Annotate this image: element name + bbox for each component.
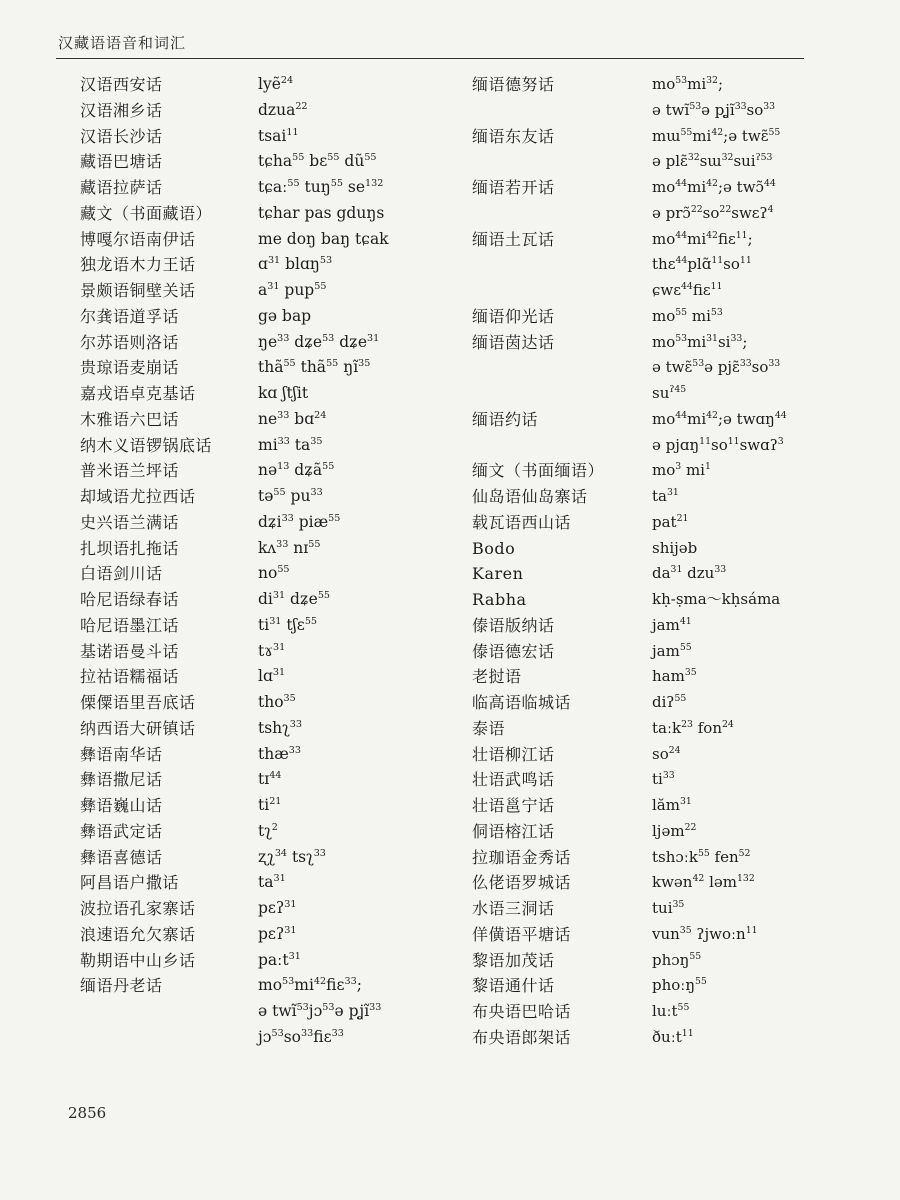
col4-entry: $mo^3$ $mi^1$ — [652, 461, 711, 480]
col1-entry: 汉语长沙话 — [80, 126, 163, 146]
column-4-transcriptions — [652, 72, 897, 1051]
col2-entry: ɑ$^{31}$ blɑŋ$^{53}$ — [258, 255, 333, 274]
col4-entry: $mo^{44}mi^{42}fiɛ^{11}$; — [652, 229, 753, 248]
col2-entry: $no^{55}$ — [258, 564, 290, 583]
col2-entry: tɕhar pas gduŋs — [258, 203, 385, 222]
col1-entry: 哈尼语绿春话 — [80, 590, 180, 609]
col2-entry: thã$^{55}$ thã$^{55}$ $ŋĩ^{35}$ — [258, 358, 371, 377]
col3-entry — [472, 252, 642, 278]
col4-entry: $mɯ^{55}mi^{42};ə$ twɛ̃$^{55}$ — [652, 126, 781, 145]
col4-entry: ɕwɛ$^{44}$fiɛ$^{11}$ — [652, 281, 723, 299]
col4-entry: $so^{24}$ — [652, 744, 681, 763]
col3-entry: 黎语加茂话 — [472, 950, 555, 970]
col2-entry: $mi^{33}$ $ta^{35}$ — [258, 435, 323, 454]
col2-entry: gə bap — [258, 306, 312, 325]
col2-entry: thæ$^{33}$ — [258, 744, 301, 763]
col3-entry: 傣语版纳话 — [472, 615, 555, 635]
col2-entry: tə$^{55}$ $pu^{33}$ — [258, 486, 323, 505]
col3-entry: 傣语德宏话 — [472, 641, 555, 661]
col2-entry: tɤ$^{31}$ — [258, 641, 286, 660]
col3-entry: 缅文（书面缅语） — [472, 461, 605, 481]
col4-entry: taːk$^{23}$ fon$^{24}$ — [652, 718, 734, 737]
col2-entry: tɪ$^{44}$ — [258, 770, 282, 789]
column-2-transcriptions — [258, 72, 463, 1051]
col1-entry: 却域语尤拉西话 — [80, 487, 196, 506]
col1-entry: 藏语巴塘话 — [80, 152, 163, 172]
col1-entry: 藏语拉萨话 — [80, 178, 163, 197]
col3-entry: 缅语茵达话 — [472, 332, 555, 352]
col2-entry: $mo^{53}mi^{42}fiɛ^{33}$; — [258, 976, 362, 995]
col2-entry: tho$^{35}$ — [258, 692, 296, 711]
col2-entry: $ne^{33}$ bɑ$^{24}$ — [258, 409, 327, 428]
col2-entry: dʑi$^{33}$ piæ$^{55}$ — [258, 512, 341, 531]
col3-entry — [472, 98, 642, 124]
col4-entry: phɔŋ$^{55}$ — [652, 950, 702, 969]
col3-entry: 泰语 — [472, 718, 506, 738]
col3-entry — [472, 149, 642, 175]
col1-entry: 彝语喜德话 — [80, 847, 163, 867]
col4-entry: kwən$^{42}$ ləm$^{132}$ — [652, 873, 755, 892]
col4-entry: $da^{31}$ dzu$^{33}$ — [652, 564, 727, 583]
col1-entry: 贵琼语麦崩话 — [80, 358, 180, 378]
col3-entry: 缅语东友话 — [472, 126, 555, 146]
col1-entry: 景颇语铜壁关话 — [80, 281, 196, 300]
col1-entry — [80, 999, 245, 1025]
col1-entry: 扎坝语扎拖话 — [80, 538, 180, 558]
col2-entry: tɕha$^{55}$ bɛ$^{55}$ $dũ^{55}$ — [258, 152, 377, 171]
col2-entry: $a^{31}$ pup$^{55}$ — [258, 280, 327, 299]
col3-entry: 布央语巴哈话 — [472, 1002, 572, 1021]
col1-entry: 尔龚语道孚话 — [80, 306, 180, 326]
col2-entry: tʅ$^2$ — [258, 821, 278, 840]
col4-entry: tui$^{35}$ — [652, 899, 685, 917]
col4-entry: vun$^{35}$ ʔjwoːn$^{11}$ — [652, 924, 758, 943]
col2-entry: me doŋ baŋ tɕak — [258, 229, 389, 248]
col4-entry: kḥ-ṣma～kḥsáma — [652, 590, 781, 608]
col3-entry: 侗语榕江话 — [472, 821, 555, 841]
col2-entry: lyẽ$^{24}$ — [258, 74, 294, 93]
col3-entry: 水语三洞话 — [472, 899, 555, 918]
col1-entry: 汉语西安话 — [80, 75, 163, 94]
col3-entry: Rabha — [472, 590, 527, 609]
col3-entry: 老挝语 — [472, 667, 522, 687]
col1-entry: 藏文（书面藏语） — [80, 203, 213, 223]
col4-entry: jam$^{41}$ — [652, 615, 692, 634]
col1-entry: 嘉戎语卓克基话 — [80, 384, 196, 403]
col3-entry: 壮语邕宁话 — [472, 796, 555, 815]
col4-entry: $mo^{53}mi^{32}$; — [652, 75, 724, 93]
col2-entry: paːt$^{31}$ — [258, 950, 301, 969]
col3-entry: 黎语通什话 — [472, 976, 555, 996]
col1-entry: 勒期语中山乡话 — [80, 950, 196, 970]
col1-entry: 普米语兰坪话 — [80, 461, 180, 481]
column-1-dialect-names — [80, 72, 245, 1051]
col1-entry: 史兴语兰满话 — [80, 512, 180, 532]
col3-entry: 临高语临城话 — [472, 693, 572, 712]
col1-entry: 基诺语曼斗话 — [80, 641, 180, 661]
col3-entry: 仙岛语仙岛寨话 — [472, 487, 588, 506]
col4-entry: $mo^{55}$ $mi^{53}$ — [652, 306, 723, 325]
col4-entry: diʔ$^{55}$ — [652, 693, 687, 711]
column-3-dialect-names — [472, 72, 642, 1051]
col1-entry: 彝语武定话 — [80, 821, 163, 841]
col4-entry: $ta^{31}$ — [652, 487, 679, 505]
col4-entry: pat$^{21}$ — [652, 512, 689, 531]
col2-entry: tshʅ$^{33}$ — [258, 718, 302, 737]
col3-entry — [472, 278, 642, 304]
col2-entry: pɛʔ$^{31}$ — [258, 924, 297, 943]
col3-entry: 佯僙语平塘话 — [472, 924, 572, 944]
col2-entry: $ti^{21}$ — [258, 795, 282, 814]
col1-entry: 白语剑川话 — [80, 564, 163, 584]
col2-entry: tɕaː$^{55}$ tuŋ$^{55}$ $se^{132}$ — [258, 177, 384, 196]
col3-entry — [472, 355, 642, 381]
header-rule — [56, 58, 804, 59]
col2-entry: pɛʔ$^{31}$ — [258, 898, 297, 917]
col3-entry: 壮语柳江话 — [472, 744, 555, 764]
col3-entry: Karen — [472, 564, 524, 584]
col4-entry: ə twĩ$^{53}$ə $pʝĩ^{33}so^{33}$ — [652, 100, 776, 119]
col2-entry: $ŋe^{33}$ dʑe$^{53}$ dʑe$^{31}$ — [258, 332, 380, 351]
col4-entry: $mo^{53}mi^{31}si^{33}$; — [652, 332, 748, 351]
col4-entry: $mo^{44}mi^{42};ə$ twɑŋ$^{44}$ — [652, 409, 787, 428]
col4-entry: jam$^{55}$ — [652, 641, 692, 660]
col4-entry: ðuːt$^{11}$ — [652, 1027, 694, 1046]
col4-entry: ə $prɔ̃^{22}so^{22}swɛʔ^4$ — [652, 203, 774, 222]
col3-entry: 仫佬语罗城话 — [472, 873, 572, 893]
col4-entry: $su^{ʔ45}$ — [652, 384, 687, 402]
col3-entry — [472, 201, 642, 227]
col3-entry: 缅语德努话 — [472, 75, 555, 94]
col4-entry: ham$^{35}$ — [652, 667, 697, 686]
col1-entry: 哈尼语墨江话 — [80, 615, 180, 635]
col1-entry: 木雅语六巴话 — [80, 409, 180, 429]
col3-entry: 缅语土瓦话 — [472, 229, 555, 249]
col2-entry: ʐʅ$^{34}$ tsʅ$^{33}$ — [258, 847, 326, 866]
col1-entry: 汉语湘乡话 — [80, 100, 163, 120]
col4-entry: $ti^{33}$ — [652, 770, 675, 789]
col4-entry: $mo^{44}mi^{42};ə$ twɔ̃$^{44}$ — [652, 178, 776, 196]
col2-entry: $ti^{31}$ tʃɛ$^{55}$ — [258, 615, 318, 634]
col4-entry: lăm$^{31}$ — [652, 796, 692, 814]
page-number: 2856 — [68, 1104, 107, 1122]
col3-entry: 缅语约话 — [472, 409, 539, 429]
col2-entry: kʌ$^{33}$ nɪ$^{55}$ — [258, 538, 321, 557]
col1-entry: 浪速语允欠寨话 — [80, 924, 196, 944]
col1-entry: 彝语巍山话 — [80, 796, 163, 815]
col3-entry: Bodo — [472, 538, 516, 558]
col4-entry: ə plɛ̃$^{32}$sɯ$^{32}$sui$^{ʔ53}$ — [652, 152, 773, 171]
col3-entry: 布央语郎架话 — [472, 1027, 572, 1047]
col2-entry: nə$^{13}$ dʑã$^{55}$ — [258, 461, 335, 480]
col1-entry: 傈僳语里吾底话 — [80, 693, 196, 712]
col4-entry: ə $pjɑŋ^{11}so^{11}swɑʔ^3$ — [652, 435, 784, 454]
col2-entry: lɑ$^{31}$ — [258, 667, 286, 686]
col1-entry: 独龙语木力王话 — [80, 255, 196, 275]
col2-entry: $di^{31}$ dʑe$^{55}$ — [258, 589, 331, 608]
col3-entry: 载瓦语西山话 — [472, 512, 572, 532]
col3-entry: 缅语仰光话 — [472, 306, 555, 326]
col1-entry: 纳西语大研镇话 — [80, 718, 196, 738]
col1-entry: 尔苏语则洛话 — [80, 332, 180, 352]
col2-entry: dzua$^{22}$ — [258, 100, 308, 119]
col3-entry: 拉珈语金秀话 — [472, 847, 572, 867]
col4-entry: $thɛ^{44}plɑ̃^{11}so^{11}$ — [652, 255, 752, 274]
col1-entry: 博嘎尔语南伊话 — [80, 229, 196, 249]
col3-entry: 缅语若开话 — [472, 178, 555, 197]
col3-entry — [472, 433, 642, 459]
col3-entry — [472, 381, 642, 407]
col4-entry: luːt$^{55}$ — [652, 1002, 690, 1020]
running-header: 汉藏语语音和词汇 — [58, 34, 187, 52]
col1-entry: 拉祜语糯福话 — [80, 667, 180, 687]
col4-entry: ljəm$^{22}$ — [652, 821, 697, 840]
col1-entry: 阿昌语户撒话 — [80, 873, 180, 893]
col1-entry: 纳木义语锣锅底话 — [80, 435, 213, 455]
col2-entry: kɑ ʃtʃit — [258, 384, 309, 402]
col1-entry — [80, 1025, 245, 1051]
col1-entry: 彝语撒尼话 — [80, 770, 163, 790]
col3-entry: 壮语武鸣话 — [472, 770, 555, 790]
col1-entry: 波拉语孔家寨话 — [80, 899, 196, 918]
col4-entry: phoːŋ$^{55}$ — [652, 976, 707, 995]
col1-entry: 彝语南华话 — [80, 744, 163, 764]
col2-entry: tsai$^{11}$ — [258, 126, 299, 145]
col4-entry: tshɔːk$^{55}$ fen$^{52}$ — [652, 847, 751, 866]
col2-entry: $jɔ^{53}so^{33}fiɛ^{33}$ — [258, 1027, 344, 1046]
col2-entry: ə twĩ$^{53}$jɔ$^{53}$ə pʝĩ$^{33}$ — [258, 1001, 382, 1020]
col1-entry: 缅语丹老话 — [80, 976, 163, 996]
col4-entry: shijəb — [652, 538, 698, 557]
col4-entry: ə twɛ̃$^{53}$ə $pjɛ̃^{33}so^{33}$ — [652, 358, 781, 377]
col2-entry: $ta^{31}$ — [258, 873, 286, 892]
